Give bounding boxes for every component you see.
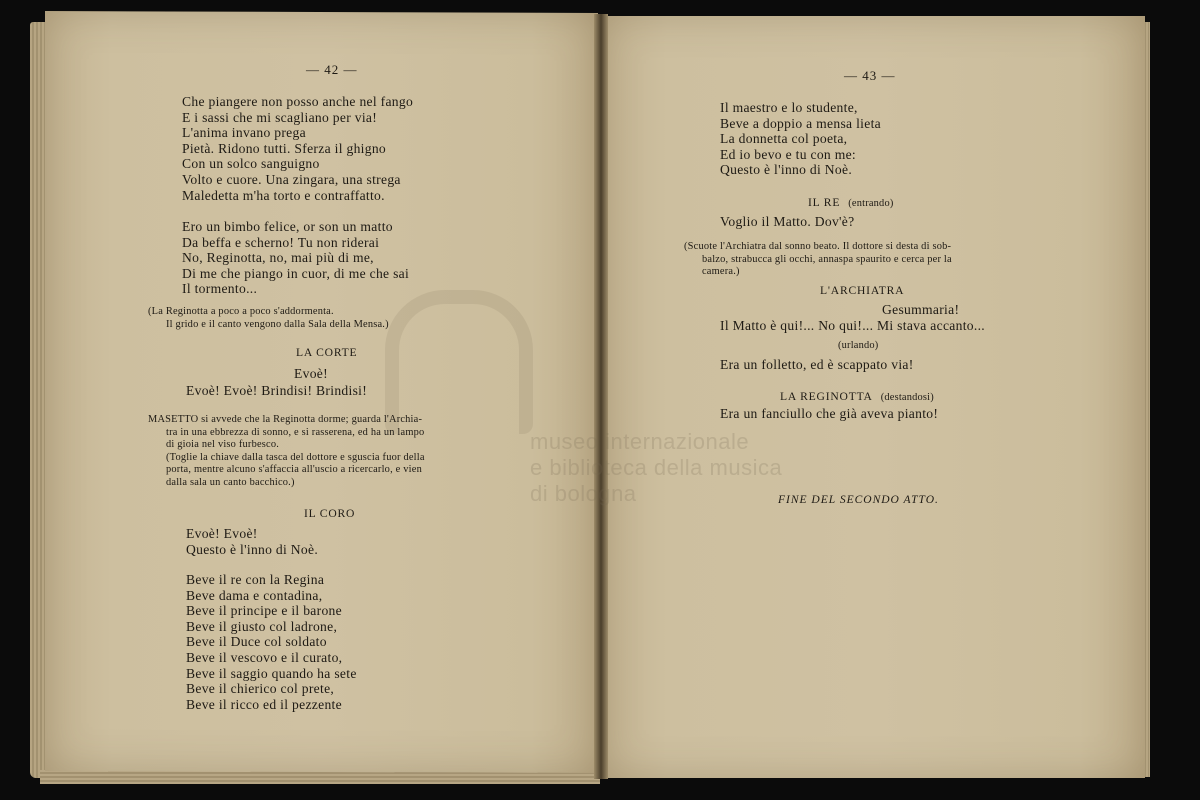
re-line: Voglio il Matto. Dov'è? <box>720 214 855 229</box>
stage-direction-3 <box>684 241 952 279</box>
book-gutter <box>594 14 608 779</box>
verse-line: Di me che piango in cuor, di me che sai <box>182 265 410 281</box>
archiatra-line-1: Gesummaria! <box>882 302 960 317</box>
stage-line: camera.) <box>702 266 740 278</box>
verse-line: Ed io bevo e tu con me: <box>720 146 857 162</box>
archiatra-line-3: Era un folletto, ed è scappato via! <box>720 357 914 372</box>
coro-stanza-2 <box>186 572 357 712</box>
verse-line: Che piangere non posso anche nel fango <box>182 94 414 109</box>
verse-line: Beve il giusto col ladrone, <box>186 618 338 634</box>
role-direction: (entrando) <box>848 198 894 209</box>
verse-line: Il tormento... <box>182 281 258 297</box>
verse-line: Beve il ricco ed il pezzente <box>186 696 342 712</box>
verse-line: La donnetta col poeta, <box>720 131 848 147</box>
verse-line: Evoè! Evoè! <box>186 526 258 541</box>
role-il-coro: IL CORO <box>304 507 356 520</box>
verse-line: Volto e cuore. Una zingara, una strega <box>182 171 401 187</box>
end-of-act: FINE DEL SECONDO ATTO. <box>778 494 939 506</box>
stage-line: Il grido e il canto vengono dalla Sala della Mensa.) <box>166 318 389 330</box>
verse-line: Beve il saggio quando ha sete <box>186 665 357 681</box>
stage-line: dalla sala un canto bacchico.) <box>166 476 295 488</box>
stage-line: di gioia nel viso furbesco. <box>166 439 280 451</box>
stage-line: (La Reginotta a poco a poco s'addormenta. <box>148 306 334 317</box>
verse-line: Beve dama e contadina, <box>186 587 323 603</box>
verse-line: L'anima invano prega <box>182 125 306 141</box>
verse-line: Beve il principe e il barone <box>186 603 342 619</box>
watermark-logo <box>385 290 533 434</box>
archiatra-line-2: Il Matto è qui!... No qui!... Mi stava accanto... <box>720 318 985 333</box>
verse-line: No, Reginotta, no, mai più di me, <box>182 250 374 266</box>
stage-direction-1 <box>148 306 389 331</box>
verse-line: Beve il Duce col soldato <box>186 634 327 650</box>
watermark-line-2: e biblioteca della musica <box>530 455 783 480</box>
corte-line-2: Evoè! Evoè! Brindisi! Brindisi! <box>186 383 368 398</box>
verse-line: Pietà. Ridono tutti. Sferza il ghigno <box>182 140 387 156</box>
watermark-line-1: museo internazionale <box>530 429 750 454</box>
role-la-corte: LA CORTE <box>296 346 358 359</box>
coro-continuation <box>720 100 881 178</box>
page-number-right: — 43 — <box>844 68 896 83</box>
verse-line: Il maestro e lo studente, <box>720 100 858 115</box>
verse-stanza-1 <box>182 94 413 203</box>
verse-line: Beve a doppio a mensa lieta <box>720 115 881 131</box>
verse-line: E i sassi che mi scagliano per via! <box>182 109 378 125</box>
role-direction: (destandosi) <box>880 392 934 403</box>
page-number-left: — 42 — <box>306 62 358 77</box>
verse-line: Beve il vescovo e il curato, <box>186 649 343 665</box>
verse-line: Questo è l'inno di Noè. <box>720 162 853 178</box>
role-reginotta <box>780 387 934 405</box>
stage-direction-2 <box>148 414 425 490</box>
archiatra-direction: (urlando) <box>838 340 879 351</box>
corte-line-1: Evoè! <box>294 366 328 381</box>
verse-line: Maledetta m'ha torto e contraffatto. <box>182 187 385 203</box>
role-name: LA REGINOTTA <box>780 390 873 403</box>
role-name: IL RE <box>808 196 841 209</box>
role-archiatra: L'ARCHIATRA <box>820 284 905 297</box>
verse-stanza-2 <box>182 219 409 297</box>
stage-line: balzo, strabucca gli occhi, annaspa spaurito e cerca per la <box>702 253 952 265</box>
coro-stanza-1 <box>186 526 318 557</box>
role-il-re <box>808 193 894 211</box>
stage-line: tra in una ebbrezza di sonno, e si rasserena, ed ha un lampo <box>166 426 425 438</box>
watermark-line-3: di bologna <box>530 481 637 506</box>
verse-line: Da beffa e scherno! Tu non riderai <box>182 234 380 250</box>
stage-line: (Scuote l'Archiatra dal sonno beato. Il dottore si desta di sob- <box>684 241 952 252</box>
stage-line: porta, mentre alcuno s'affaccia all'uscio a ricercarlo, e vien <box>166 464 422 476</box>
reginotta-line: Era un fanciullo che già aveva pianto! <box>720 406 939 421</box>
stage-line: MASETTO si avvede che la Reginotta dorme; guarda l'Archia- <box>148 414 423 425</box>
verse-line: Con un solco sanguigno <box>182 156 320 172</box>
verse-line: Beve il re con la Regina <box>186 572 325 587</box>
verse-line: Beve il chierico col prete, <box>186 681 335 697</box>
verse-line: Ero un bimbo felice, or son un matto <box>182 219 393 234</box>
verse-line: Questo è l'inno di Noè. <box>186 541 319 557</box>
stage-line: (Toglie la chiave dalla tasca del dottore e sguscia fuor della <box>166 451 425 463</box>
